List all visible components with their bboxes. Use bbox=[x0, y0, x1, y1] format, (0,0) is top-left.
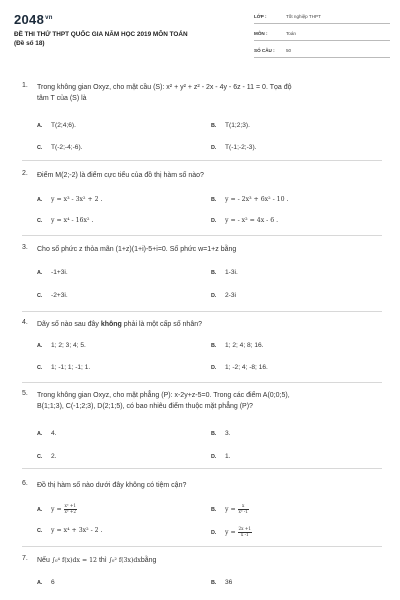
question-number: 7. bbox=[22, 555, 28, 562]
option-a[interactable] bbox=[37, 504, 77, 514]
integral-expression: ∫₀² f(3x)dx bbox=[108, 557, 141, 564]
option-letter: D. bbox=[211, 365, 217, 371]
option-prefix: y = bbox=[225, 528, 236, 536]
option-text: 1-3i. bbox=[225, 269, 238, 276]
option-text: 3. bbox=[225, 430, 231, 437]
fraction-numerator: 2x +1 bbox=[238, 526, 252, 531]
question-6 bbox=[22, 480, 382, 547]
logo-text: 2048 bbox=[14, 12, 45, 27]
option-text: 4. bbox=[51, 430, 57, 437]
fraction-denominator: x² -1 bbox=[238, 508, 248, 514]
option-text: -2+3i. bbox=[51, 292, 68, 299]
option-b[interactable] bbox=[211, 342, 264, 349]
question-number: 6. bbox=[22, 480, 28, 487]
fraction-numerator: x bbox=[238, 504, 249, 510]
exam-title: ĐỀ THI THỬ THPT QUỐC GIA NĂM HỌC 2019 MÔN TOÁN bbox=[14, 31, 188, 38]
option-text: y = x⁴ - 16x² . bbox=[51, 217, 94, 224]
option-letter: B. bbox=[211, 270, 217, 276]
option-letter: A. bbox=[37, 506, 43, 513]
exam-subtitle: (Đề số 18) bbox=[14, 40, 45, 47]
question-text bbox=[37, 244, 377, 255]
fraction-denominator: x -1 bbox=[240, 531, 249, 537]
question-text-line: B(1;1;3), C(-1;2;3), D(2;1;5), có bao nhiêu điểm thuộc mặt phẳng (P)? bbox=[37, 403, 253, 410]
option-c[interactable] bbox=[37, 144, 83, 151]
option-text: T(2;4;6). bbox=[51, 122, 76, 129]
option-letter: A. bbox=[37, 270, 43, 276]
option-text: -1+3i. bbox=[51, 269, 68, 276]
question-3 bbox=[22, 244, 382, 312]
option-letter: C. bbox=[37, 145, 43, 151]
question-text bbox=[37, 170, 377, 181]
option-text: y = x⁴ + 3x² - 2 . bbox=[51, 527, 103, 534]
question-number: 2. bbox=[22, 170, 28, 177]
option-letter: B. bbox=[211, 343, 217, 349]
option-text: y = x³ - 3x² + 2 . bbox=[51, 196, 103, 203]
question-text-part: Nếu bbox=[37, 557, 50, 564]
question-text bbox=[37, 390, 377, 412]
option-letter: A. bbox=[37, 580, 43, 586]
option-letter: C. bbox=[37, 218, 43, 224]
option-a[interactable] bbox=[37, 342, 86, 349]
question-number: 1. bbox=[22, 82, 28, 89]
option-c[interactable] bbox=[37, 527, 103, 534]
question-text-line: tâm T của (S) là bbox=[37, 95, 87, 102]
option-prefix: y = bbox=[225, 505, 236, 513]
meta-value: Tốt nghiệp THPT bbox=[286, 14, 321, 19]
question-text-part: thì bbox=[98, 557, 107, 564]
option-d[interactable] bbox=[211, 453, 231, 460]
option-prefix: y = bbox=[51, 505, 62, 513]
option-letter: A. bbox=[37, 343, 43, 349]
meta-subject bbox=[254, 29, 390, 41]
exam-header bbox=[14, 12, 388, 70]
option-letter: B. bbox=[211, 580, 217, 586]
site-logo[interactable] bbox=[14, 12, 53, 27]
option-text: T(-2;-4;-6). bbox=[51, 144, 83, 151]
question-text-part: bằng bbox=[140, 557, 157, 564]
option-letter: A. bbox=[37, 123, 43, 129]
meta-class bbox=[254, 12, 390, 24]
integral-expression: ∫₀⁴ f(x)dx = 12 bbox=[51, 557, 97, 564]
option-letter: B. bbox=[211, 197, 217, 203]
option-letter: B. bbox=[211, 506, 217, 513]
option-letter: B. bbox=[211, 123, 217, 129]
question-number: 5. bbox=[22, 390, 28, 397]
question-text bbox=[37, 480, 377, 491]
meta-value: 50 bbox=[286, 48, 292, 53]
option-d[interactable] bbox=[211, 292, 236, 299]
question-number: 3. bbox=[22, 244, 28, 251]
option-text: 1; -1; 1; -1; 1. bbox=[51, 364, 91, 371]
option-text: T(-1;-2;-3). bbox=[225, 144, 257, 151]
option-a[interactable] bbox=[37, 269, 68, 276]
question-text bbox=[37, 555, 377, 566]
option-text: 2. bbox=[51, 453, 57, 460]
option-text: T(1;2;3). bbox=[225, 122, 250, 129]
question-5 bbox=[22, 390, 382, 469]
fraction-numerator: x² +1 bbox=[64, 503, 77, 508]
option-d[interactable] bbox=[211, 144, 257, 151]
option-c[interactable] bbox=[37, 364, 90, 371]
option-letter: D. bbox=[211, 293, 217, 299]
option-d[interactable] bbox=[211, 527, 252, 537]
question-text-line: Trong không gian Oxyz, cho mặt phẳng (P): x-2y+z-5=0. Trong các điểm A(0;0;5), bbox=[37, 392, 290, 399]
question-number: 4. bbox=[22, 319, 28, 326]
option-letter: B. bbox=[211, 431, 217, 437]
option-b[interactable] bbox=[211, 579, 232, 586]
fraction bbox=[238, 527, 253, 537]
question-text bbox=[37, 82, 377, 104]
logo-suffix: vn bbox=[45, 14, 53, 21]
option-text: y = - x² = 4x - 6 . bbox=[225, 217, 279, 224]
option-d[interactable] bbox=[211, 217, 278, 224]
option-text: 1; 2; 3; 4; 5. bbox=[51, 342, 86, 349]
question-1 bbox=[22, 82, 382, 161]
question-7 bbox=[22, 555, 382, 600]
option-a[interactable] bbox=[37, 579, 55, 586]
fraction bbox=[238, 504, 249, 514]
option-letter: C. bbox=[37, 528, 43, 534]
fraction-denominator: x² +2 bbox=[64, 508, 77, 514]
option-text: 36 bbox=[225, 579, 233, 586]
meta-label: MÔN : bbox=[254, 31, 268, 36]
meta-label: LỚP : bbox=[254, 14, 267, 19]
option-text: 6 bbox=[51, 579, 55, 586]
meta-count bbox=[254, 46, 390, 58]
option-text: y = - 2x³ + 6x² - 10 . bbox=[225, 196, 289, 203]
question-text-line: Trong không gian Oxyz, cho mặt cầu (S): x² + y² + z² - 2x - 4y - 6z - 11 = 0. Tọa độ bbox=[37, 84, 292, 91]
option-a[interactable] bbox=[37, 196, 103, 203]
option-b[interactable] bbox=[211, 122, 250, 129]
option-letter: C. bbox=[37, 365, 43, 371]
option-letter: C. bbox=[37, 293, 43, 299]
question-text-line: Đồ thị hàm số nào dưới đây không có tiệm cận? bbox=[37, 482, 187, 489]
option-c[interactable] bbox=[37, 217, 93, 224]
option-text: 1; -2; 4; -8; 16. bbox=[225, 364, 268, 371]
option-letter: D. bbox=[211, 454, 217, 460]
option-letter: D. bbox=[211, 145, 217, 151]
question-text bbox=[37, 319, 377, 330]
option-text: 1; 2; 4; 8; 16. bbox=[225, 342, 264, 349]
option-c[interactable] bbox=[37, 453, 57, 460]
option-b[interactable] bbox=[211, 430, 231, 437]
meta-label: SỐ CÂU : bbox=[254, 48, 275, 53]
option-text: 2-3i bbox=[225, 292, 236, 299]
option-letter: D. bbox=[211, 218, 217, 224]
question-4 bbox=[22, 319, 382, 383]
option-b[interactable] bbox=[211, 269, 238, 276]
meta-value: Toán bbox=[286, 31, 296, 36]
option-letter: D. bbox=[211, 529, 217, 536]
option-d[interactable] bbox=[211, 364, 268, 371]
option-letter: C. bbox=[37, 454, 43, 460]
option-b[interactable] bbox=[211, 196, 288, 203]
option-text: 1. bbox=[225, 453, 231, 460]
option-letter: A. bbox=[37, 197, 43, 203]
option-a[interactable] bbox=[37, 430, 57, 437]
question-keyword: không bbox=[100, 321, 122, 328]
option-b[interactable] bbox=[211, 504, 249, 514]
question-text-line: Điểm M(2;-2) là điểm cực tiểu của đồ thị hàm số nào? bbox=[37, 172, 204, 179]
question-text-part: Dãy số nào sau đây bbox=[37, 321, 101, 328]
option-letter: A. bbox=[37, 431, 43, 437]
exam-meta bbox=[254, 12, 390, 63]
question-text-part: phải là một cấp số nhân? bbox=[121, 321, 202, 328]
question-text-line: Cho số phức z thỏa mãn (1+z)(1+i)-5+i=0. Số phức w=1+z bằng bbox=[37, 246, 237, 253]
option-c[interactable] bbox=[37, 292, 68, 299]
option-a[interactable] bbox=[37, 122, 76, 129]
question-2 bbox=[22, 170, 382, 236]
fraction bbox=[64, 504, 78, 514]
